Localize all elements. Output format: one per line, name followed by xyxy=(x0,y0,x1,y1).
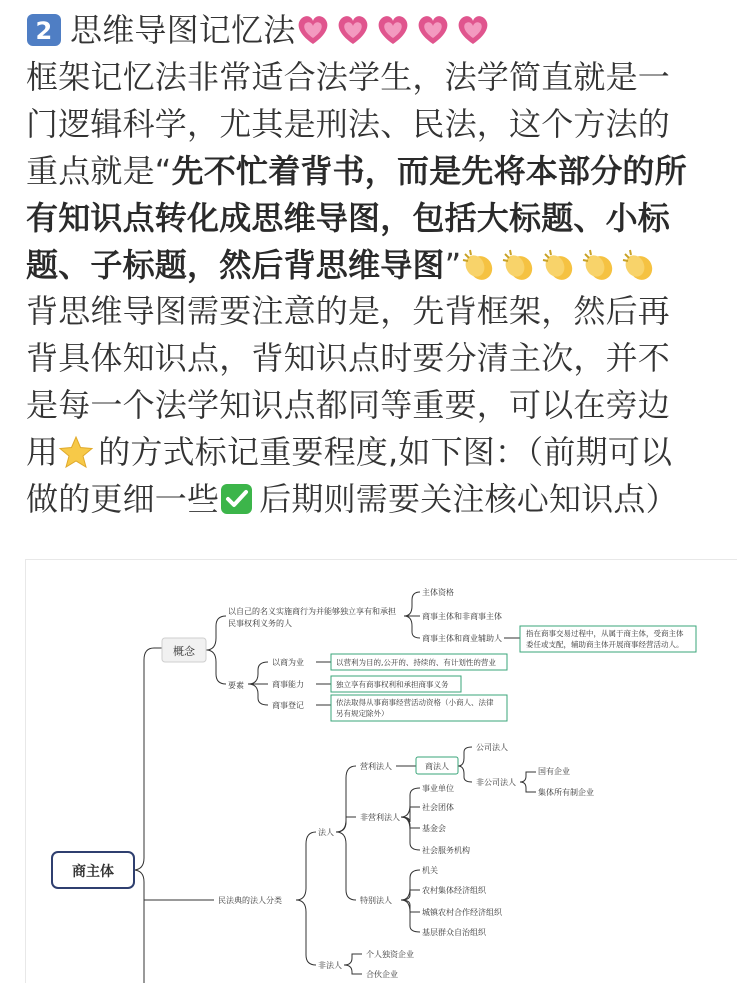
heart-icon xyxy=(375,13,411,47)
brace-line xyxy=(401,807,420,822)
brace-line xyxy=(133,870,144,983)
mind-node: 公司法人 xyxy=(476,743,508,752)
mind-node: 营利法人 xyxy=(360,762,392,771)
brace-line xyxy=(133,648,162,870)
note-text: 委任或支配，辅助商主体开展商事经营活动人。 xyxy=(526,640,684,649)
brace-line xyxy=(296,900,316,965)
mind-node: 商事登记 xyxy=(272,701,304,710)
mind-node: 民法典的法人分类 xyxy=(218,896,282,905)
mind-node: 非公司法人 xyxy=(476,778,516,787)
mind-node: 商事主体和非商事主体 xyxy=(422,612,502,621)
paragraph-line xyxy=(26,195,731,242)
text-normal: 重点就是“ xyxy=(26,152,172,190)
mind-node: 农村集体经济组织 xyxy=(422,886,486,895)
brace-line xyxy=(404,592,420,616)
paragraph-mindmap-tips xyxy=(26,288,731,523)
brace-line xyxy=(344,965,362,974)
mind-node: 基金会 xyxy=(422,824,446,833)
clapping-hands-icon xyxy=(581,248,617,282)
mind-map-image xyxy=(26,560,737,983)
mind-node: 基层群众自治组织 xyxy=(422,928,486,937)
concept-node-label: 概念 xyxy=(173,645,195,658)
heart-icon xyxy=(455,13,491,47)
brace-line xyxy=(401,870,420,900)
mind-node: 合伙企业 xyxy=(366,970,398,979)
text-bold: 有知识点转化成思维导图，包括大标题、小标 xyxy=(26,199,671,237)
paragraph-line: 背具体知识点，背知识点时要分清主次，并不 xyxy=(26,339,671,377)
concept-definition: 民事权利义务的人 xyxy=(228,619,292,628)
heart-icon xyxy=(295,13,331,47)
clapping-hands-icon xyxy=(501,248,537,282)
text-normal: 的方式标记重要程度,如下图：（前期可以 xyxy=(98,433,673,471)
mind-node: 商事主体和商业辅助人 xyxy=(422,634,502,643)
brace-line xyxy=(248,684,268,705)
mind-node: 集体所有制企业 xyxy=(538,788,594,797)
brace-line xyxy=(401,900,420,912)
keycap-2-icon xyxy=(26,13,64,47)
mind-node: 机关 xyxy=(422,866,438,875)
text-normal: 后期则需要关注核心知识点） xyxy=(259,480,678,518)
brace-line xyxy=(520,782,536,792)
paragraph-line xyxy=(26,476,731,523)
paragraph-line: 框架记忆法非常适合法学生，法学简直就是一 xyxy=(26,58,671,96)
note-text: 独立享有商事权利和承担商事义务 xyxy=(336,680,449,689)
note-text: 另有规定除外） xyxy=(336,709,389,718)
note-text: 以营利为目的,公开的、持续的、有计划性的营业 xyxy=(336,658,496,667)
text-normal: 做的更细一些 xyxy=(26,480,220,518)
brace-line xyxy=(344,954,362,965)
text-bold: 先不忙着背书，而是先将本部分的所 xyxy=(171,152,687,190)
note-text: 依法取得从事商事经营活动资格（小商人、法律 xyxy=(336,698,494,707)
keycap-number: 2 xyxy=(35,17,53,45)
heading xyxy=(26,7,731,54)
heart-icon xyxy=(415,13,451,47)
text-normal: ” xyxy=(444,246,462,284)
check-mark-icon xyxy=(219,482,255,516)
clapping-hands-icon xyxy=(541,248,577,282)
mind-node: 以商为业 xyxy=(272,658,304,667)
brace-line xyxy=(296,832,316,900)
mind-node: 特别法人 xyxy=(360,896,392,905)
brace-line xyxy=(520,772,536,782)
clapping-hands-icon xyxy=(621,248,657,282)
paragraph-line xyxy=(26,429,731,476)
text-bold: 题、子标题，然后背思维导图 xyxy=(26,246,445,284)
brace-line xyxy=(248,662,268,684)
mind-map xyxy=(26,560,737,983)
mind-node: 事业单位 xyxy=(422,784,454,793)
paragraph-line: 背思维导图需要注意的是，先背框架，然后再 xyxy=(26,292,671,330)
mind-node: 非法人 xyxy=(318,961,342,970)
concept-definition: 以自己的名义实施商行为并能够独立享有和承担 xyxy=(228,607,396,616)
note-text: 指在商事交易过程中，从属于商主体，受商主体 xyxy=(526,629,684,638)
paragraph-framework xyxy=(26,54,731,289)
mind-node: 商事能力 xyxy=(272,680,304,689)
mind-node: 法人 xyxy=(318,828,334,837)
paragraph-line xyxy=(26,148,731,195)
brace-line xyxy=(336,817,356,832)
brace-line xyxy=(404,616,420,638)
paragraph-line: 门逻辑科学，尤其是刑法、民法，这个方法的 xyxy=(26,105,671,143)
brace-line xyxy=(401,890,420,900)
paragraph-line xyxy=(26,242,731,289)
mind-node: 非营利法人 xyxy=(360,813,400,822)
mind-node: 社会团体 xyxy=(422,803,454,812)
mind-node: 主体资格 xyxy=(422,588,454,597)
brace-line xyxy=(458,747,472,766)
brace-line xyxy=(206,650,226,684)
heart-icon xyxy=(335,13,371,47)
heading-title: 思维导图记忆法 xyxy=(70,11,296,49)
mind-node: 要素 xyxy=(228,681,244,690)
brace-line xyxy=(401,900,420,932)
brace-line xyxy=(206,616,226,650)
root-node-label: 商主体 xyxy=(72,864,114,880)
mind-node: 社会服务机构 xyxy=(422,846,470,855)
clapping-hands-icon xyxy=(461,248,497,282)
brace-line xyxy=(336,832,356,900)
brace-line xyxy=(458,766,472,782)
mind-node: 商法人 xyxy=(425,762,449,771)
mind-node: 个人独资企业 xyxy=(366,950,414,959)
mind-node: 城镇农村合作经济组织 xyxy=(422,908,502,917)
star-icon xyxy=(58,435,94,469)
paragraph-line: 是每一个法学知识点都同等重要，可以在旁边 xyxy=(26,386,671,424)
text-normal: 用 xyxy=(26,433,59,471)
mind-node: 国有企业 xyxy=(538,767,570,776)
